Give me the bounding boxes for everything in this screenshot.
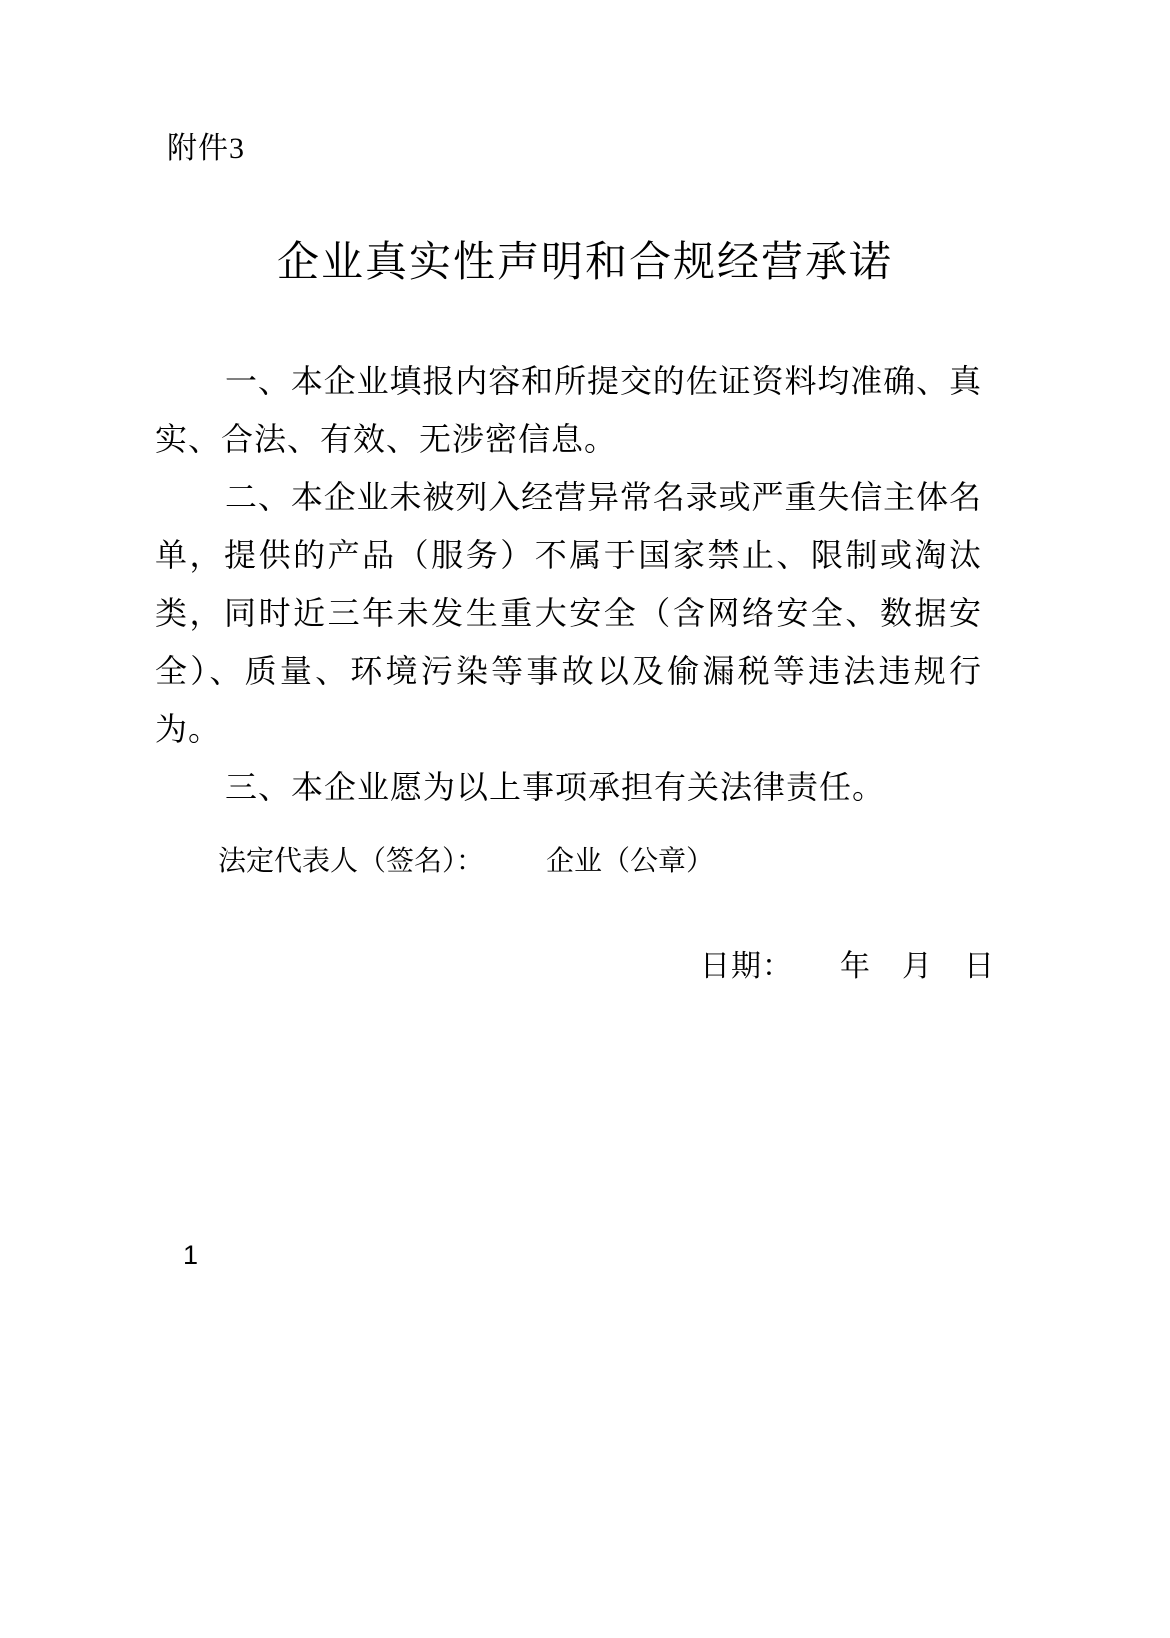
declaration-line: 二、本企业未被列入经营异常名录或严重失信主体名 <box>225 479 981 515</box>
declaration-line: 实、合法、有效、无涉密信息。 <box>155 421 618 457</box>
declaration-line: 单，提供的产品（服务）不属于国家禁止、限制或淘汰 <box>155 537 981 573</box>
declaration-line: 全）、质量、环境污染等事故以及偷漏税等违法违规行 <box>155 653 981 689</box>
declaration-line: 三、本企业愿为以上事项承担有关法律责任。 <box>225 769 886 805</box>
representative-signature-label: 法定代表人（签名）： <box>218 846 485 877</box>
declaration-line: 类，同时近三年未发生重大安全（含网络安全、数据安 <box>155 595 981 631</box>
document-title: 企业真实性声明和合规经营承诺 <box>276 240 893 286</box>
attachment-label: 附件3 <box>167 132 245 165</box>
declaration-line: 为。 <box>155 711 222 747</box>
date-line: 日期： 年 月 日 <box>700 950 995 983</box>
declaration-line: 一、本企业填报内容和所提交的佐证资料均准确、真 <box>225 363 981 399</box>
page-number: 1 <box>183 1240 199 1270</box>
declaration-section <box>155 352 981 816</box>
company-seal-label: 企业（公章） <box>546 846 715 877</box>
signature-row <box>218 845 714 879</box>
